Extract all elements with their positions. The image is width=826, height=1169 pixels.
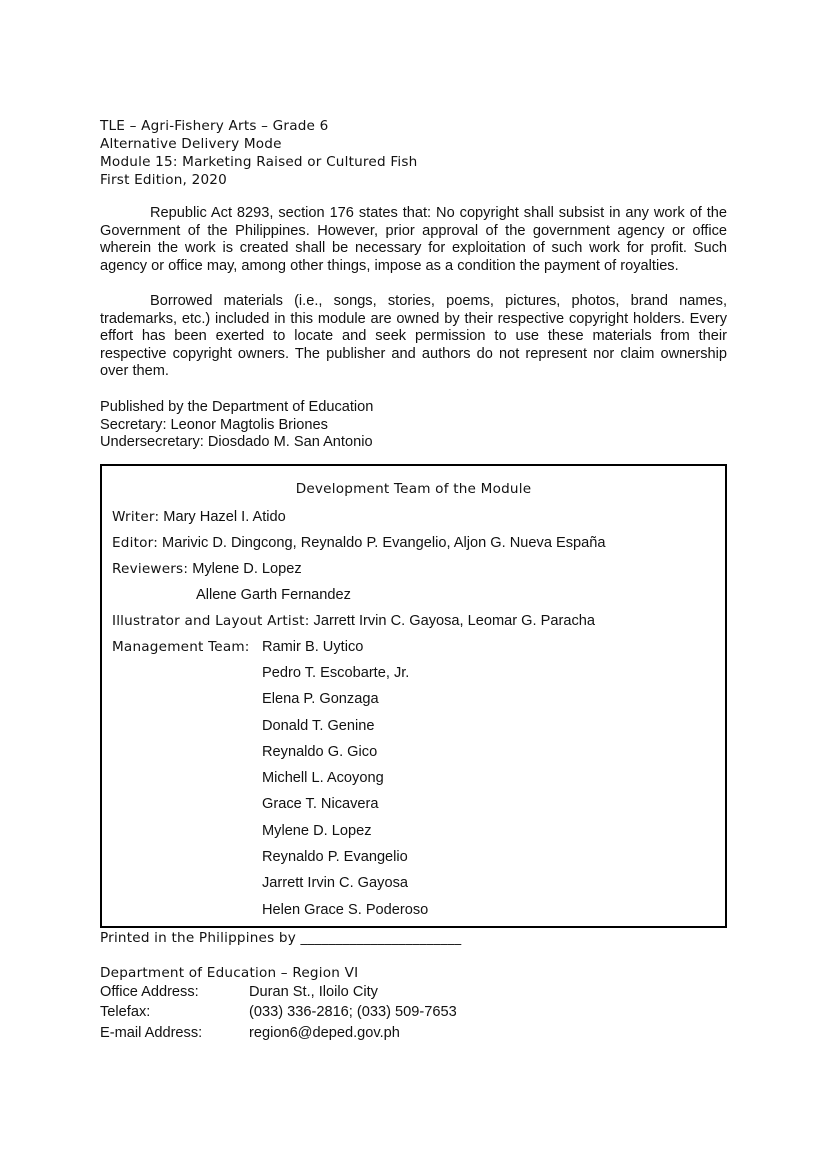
editor-label: Editor:: [112, 535, 158, 551]
copyright-text-1: Republic Act 8293, section 176 states that: No copyright shall subsist in any work of the Government of the Philippines. However, prior approval of the government agency or office wherein the work is created shall be necessary for exploitation of such work for profit. Such agency or office may, among other things, impose as a condition the payment of royalties.: [100, 205, 727, 274]
editor-row: [112, 535, 606, 551]
illustrator-names: Jarrett Irvin C. Gayosa, Leomar G. Paracha: [313, 613, 595, 629]
secretary-line: Secretary: Leonor Magtolis Briones: [100, 416, 328, 433]
email-address: region6@deped.gov.ph: [249, 1025, 400, 1041]
management-member: Reynaldo G. Gico: [262, 744, 378, 760]
writer-row: [112, 509, 286, 525]
copyright-paragraph-1: [100, 205, 727, 275]
office-name: Department of Education – Region VI: [100, 965, 359, 981]
management-member: Pedro T. Escobarte, Jr.: [262, 665, 410, 681]
management-member: Donald T. Genine: [262, 718, 375, 734]
title-line-subject: TLE – Agri-Fishery Arts – Grade 6: [100, 118, 329, 134]
telefax-row: [100, 1004, 457, 1020]
telefax-number: (033) 336-2816; (033) 509-7653: [249, 1004, 457, 1020]
copyright-text-2: Borrowed materials (i.e., songs, stories, poems, pictures, photos, brand names, trademarks, etc.) included in this module are owned by their respective copyright holders. Every effort has been exerted to locate and seek permission to use these materials from their respective copyright owners. The publisher and authors do not represent nor claim ownership over them.: [100, 293, 727, 380]
reviewer-name: Mylene D. Lopez: [192, 561, 302, 577]
illustrator-row: [112, 613, 595, 629]
management-member: Mylene D. Lopez: [262, 823, 372, 839]
management-label: Management Team:: [112, 639, 250, 655]
title-line-module: Module 15: Marketing Raised or Cultured Fish: [100, 154, 418, 170]
telefax-label: Telefax:: [100, 1004, 151, 1020]
title-line-mode: Alternative Delivery Mode: [100, 136, 282, 152]
office-address-label: Office Address:: [100, 984, 199, 1000]
email-row: [100, 1025, 400, 1041]
management-member: Helen Grace S. Poderoso: [262, 902, 429, 918]
writer-name: Mary Hazel I. Atido: [163, 509, 286, 525]
publisher-block: [100, 399, 373, 452]
printed-line: Printed in the Philippines by _______________________: [100, 930, 462, 946]
office-address: Duran St., Iloilo City: [249, 984, 378, 1000]
title-block: [100, 117, 417, 189]
email-label: E-mail Address:: [100, 1025, 203, 1041]
management-member: Ramir B. Uytico: [262, 639, 364, 655]
writer-label: Writer:: [112, 509, 160, 525]
development-team-box: [100, 464, 727, 928]
team-box-title: Development Team of the Module: [295, 481, 532, 497]
management-member: Reynaldo P. Evangelio: [262, 849, 408, 865]
reviewers-row: [112, 561, 302, 577]
management-member: Michell L. Acoyong: [262, 770, 384, 786]
illustrator-label: Illustrator and Layout Artist:: [112, 613, 310, 629]
title-line-edition: First Edition, 2020: [100, 172, 227, 188]
undersecretary-line: Undersecretary: Diosdado M. San Antonio: [100, 434, 373, 451]
management-member: Grace T. Nicavera: [262, 796, 379, 812]
management-member: Elena P. Gonzaga: [262, 691, 379, 707]
reviewers-label: Reviewers:: [112, 561, 189, 577]
reviewer-name-2: Allene Garth Fernandez: [196, 587, 351, 603]
editor-names: Marivic D. Dingcong, Reynaldo P. Evangelio, Aljon G. Nueva España: [162, 535, 606, 551]
publisher-line: Published by the Department of Education: [100, 399, 374, 415]
copyright-paragraph-2: [100, 293, 727, 381]
office-address-row: [100, 984, 378, 1000]
management-member: Jarrett Irvin C. Gayosa: [262, 875, 408, 891]
